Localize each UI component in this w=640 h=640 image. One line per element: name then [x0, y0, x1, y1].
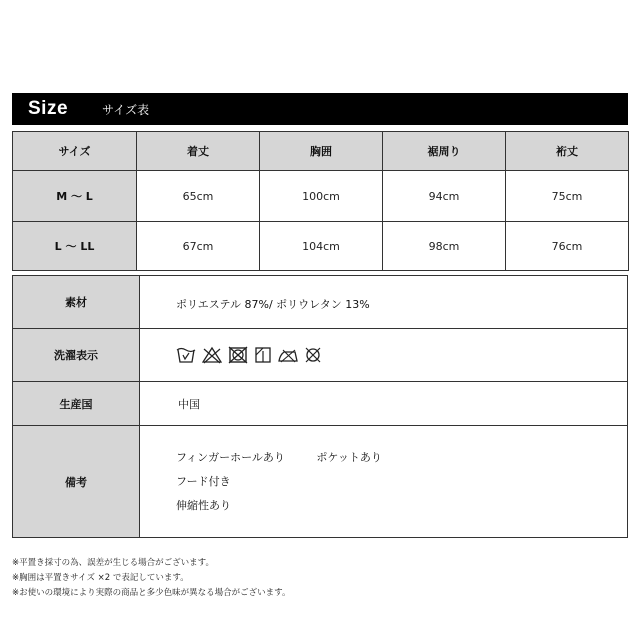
- care-icons: [176, 346, 626, 364]
- column-header-chest: 胸囲: [260, 132, 383, 171]
- note-chest: ※胸囲は平置きサイズ ×2 で表記しています。: [12, 573, 189, 583]
- remark-finger-hole: フィンガーホールあり: [176, 450, 285, 464]
- column-header-hem: 裾周り: [383, 132, 506, 171]
- product-info-table: [12, 275, 628, 538]
- table-row: [13, 171, 629, 222]
- table-cell: 67cm: [137, 222, 260, 271]
- remark-hood: フード付き: [176, 474, 231, 488]
- origin-label: 生産国: [13, 382, 140, 426]
- care-label: 洗濯表示: [13, 329, 140, 382]
- size-label: M ～ L: [13, 171, 137, 222]
- table-cell: 94cm: [383, 171, 506, 222]
- size-subtitle: サイズ表: [102, 102, 150, 117]
- material-value: ポリエステル 87%/ ポリウレタン 13%: [140, 276, 628, 329]
- no-dry-clean-icon: [304, 346, 322, 364]
- size-label: L ～ LL: [13, 222, 137, 271]
- table-cell: 65cm: [137, 171, 260, 222]
- table-cell: 76cm: [506, 222, 629, 271]
- no-tumble-dry-icon: [228, 346, 248, 364]
- table-cell: 75cm: [506, 171, 629, 222]
- table-cell: 104cm: [260, 222, 383, 271]
- material-label: 素材: [13, 276, 140, 329]
- iron-low-icon: [278, 346, 298, 364]
- column-header-length: 着丈: [137, 132, 260, 171]
- material-row: [13, 276, 628, 329]
- remark-pocket: ポケットあり: [316, 450, 382, 464]
- size-table: [12, 131, 629, 271]
- size-table-header-row: [13, 132, 629, 171]
- hand-wash-40-icon: [176, 346, 196, 364]
- table-row: [13, 222, 629, 271]
- size-header-bar: [12, 93, 628, 125]
- no-bleach-icon: [202, 346, 222, 364]
- note-color: ※お使いの環境により実際の商品と多少色味が異なる場合がございます。: [12, 588, 291, 598]
- remarks-row: [13, 426, 628, 538]
- table-cell: 98cm: [383, 222, 506, 271]
- remark-stretch: 伸縮性あり: [176, 498, 231, 512]
- notes: [12, 556, 290, 601]
- origin-value: 中国: [140, 382, 628, 426]
- remarks-label: 備考: [13, 426, 140, 538]
- column-header-sleeve: 裄丈: [506, 132, 629, 171]
- column-header-size: サイズ: [13, 132, 137, 171]
- table-cell: 100cm: [260, 171, 383, 222]
- size-title: Size: [28, 98, 69, 119]
- note-measurement: ※平置き採寸の為、誤差が生じる場合がございます。: [12, 558, 214, 568]
- remarks-value: [140, 426, 628, 538]
- origin-row: [13, 382, 628, 426]
- care-row: [13, 329, 628, 382]
- line-dry-shade-icon: [254, 346, 272, 364]
- care-icons-cell: [140, 329, 628, 382]
